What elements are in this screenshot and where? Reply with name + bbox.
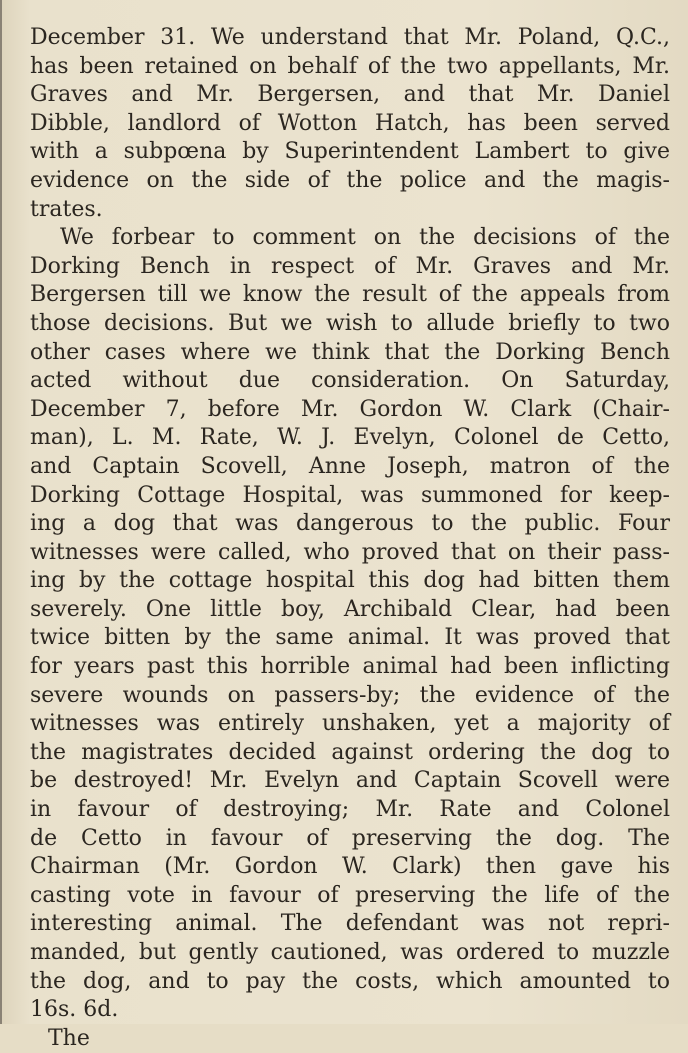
- text-line: be destroyed! Mr. Evelyn and Captain Scovell were: [30, 768, 670, 794]
- text-line: witnesses was entirely unshaken, yet a majority of: [30, 711, 670, 737]
- text-line: severely. One little boy, Archibald Clear, had been: [30, 596, 670, 622]
- text-line: December 7, before Mr. Gordon W. Clark (Chair-: [30, 396, 670, 422]
- text-line: evidence on the side of the police and the magis-: [30, 167, 670, 193]
- text-line: Graves and Mr. Bergersen, and that Mr. Daniel: [30, 82, 670, 108]
- text-line: the dog, and to pay the costs, which amounted to: [30, 968, 670, 994]
- text-line: twice bitten by the same animal. It was proved that: [30, 625, 670, 651]
- text-line: December 31. We understand that Mr. Poland, Q.C.,: [30, 25, 670, 50]
- text-line: severe wounds on passers-by; the evidence of the: [30, 682, 670, 708]
- text-line: We forbear to comment on the decisions of the: [60, 225, 670, 251]
- text-line: and Captain Scovell, Anne Joseph, matron of the: [30, 453, 670, 479]
- text-line: Dibble, landlord of Wotton Hatch, has been served: [30, 110, 670, 136]
- text-line: casting vote in favour of preserving the life of the: [30, 882, 670, 908]
- text-line: ing a dog that was dangerous to the public. Four: [30, 511, 670, 537]
- paragraph-2: [30, 224, 670, 1025]
- text-line: interesting animal. The defendant was not repri-: [30, 911, 670, 937]
- cut-off-line: The: [48, 1025, 90, 1051]
- text-line: Bergersen till we know the result of the appeals from: [30, 282, 670, 308]
- text-line: with a subpœna by Superintendent Lambert to give: [30, 139, 670, 165]
- text-line: Dorking Cottage Hospital, was summoned for keep-: [30, 482, 670, 508]
- text-line: those decisions. But we wish to allude briefly to two: [30, 310, 670, 336]
- text-line: the magistrates decided against ordering the dog to: [30, 739, 670, 765]
- text-line: has been retained on behalf of the two appellants, Mr.: [30, 53, 670, 79]
- paragraph-1: [30, 24, 670, 224]
- text-line: trates.: [30, 196, 103, 222]
- text-line: man), L. M. Rate, W. J. Evelyn, Colonel de Cetto,: [30, 425, 670, 451]
- text-line: other cases where we think that the Dorking Bench: [30, 339, 670, 365]
- text-line: 16s. 6d.: [30, 997, 119, 1023]
- text-line: Chairman (Mr. Gordon W. Clark) then gave his: [30, 854, 670, 880]
- column-rule: [0, 0, 2, 1024]
- text-line: witnesses were called, who proved that on their pass-: [30, 539, 670, 565]
- text-line: de Cetto in favour of preserving the dog. The: [30, 825, 670, 851]
- text-line: Dorking Bench in respect of Mr. Graves and Mr.: [30, 253, 670, 279]
- text-line: acted without due consideration. On Saturday,: [30, 368, 670, 394]
- text-line: manded, but gently cautioned, was ordered to muzzle: [30, 940, 670, 965]
- text-line: ing by the cottage hospital this dog had bitten them: [30, 568, 670, 594]
- text-line: in favour of destroying; Mr. Rate and Colonel: [30, 797, 670, 823]
- text-line: for years past this horrible animal had been inflicting: [30, 654, 670, 680]
- text-column: [30, 24, 670, 1051]
